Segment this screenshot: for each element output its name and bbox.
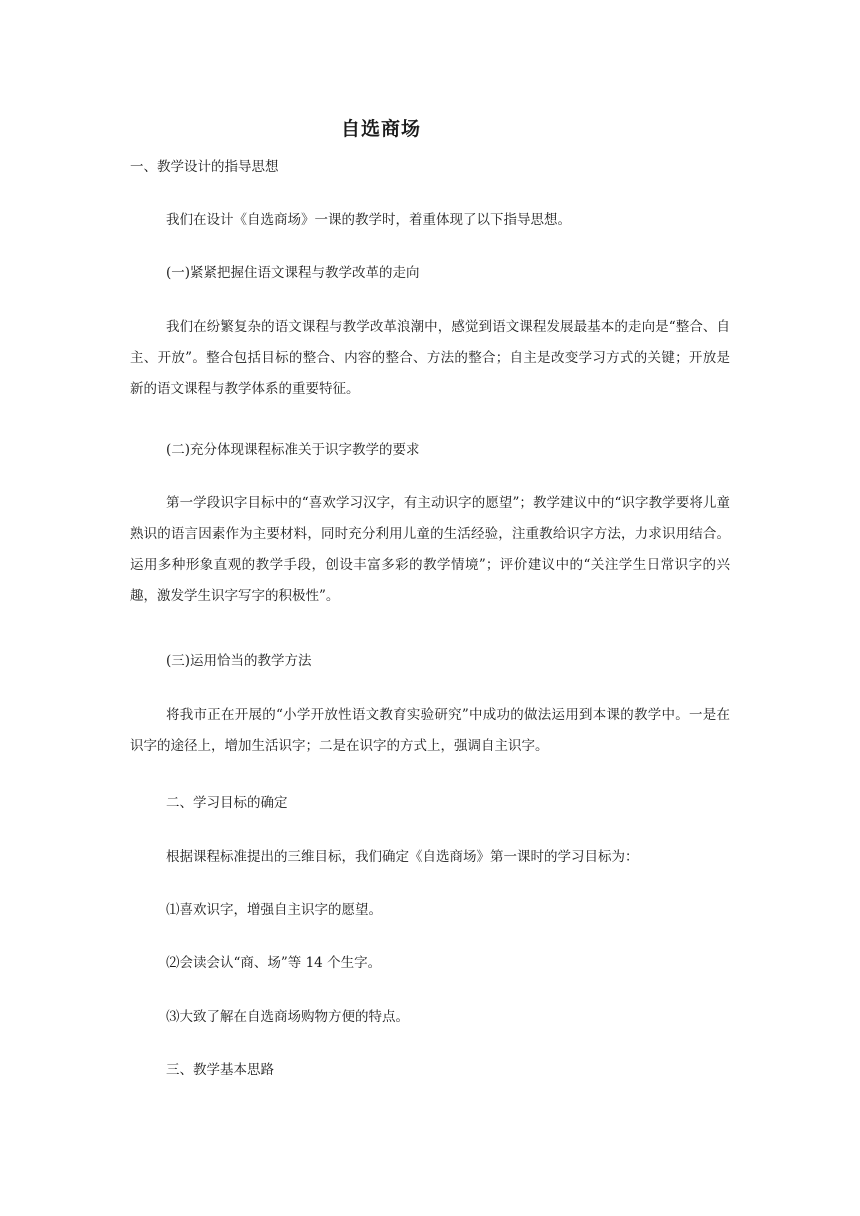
section-heading-2: 二、学习目标的确定 — [166, 795, 288, 811]
point-1-title: (一)紧紧把握住语文课程与教学改革的走向 — [166, 265, 420, 281]
goal-item-1: ⑴喜欢识字，增强自主识字的愿望。 — [166, 902, 382, 918]
point-1-body: 我们在纷繁复杂的语文课程与教学改革浪潮中，感觉到语文课程发展最基本的走向是“整合、自主、开放”。整合包括目标的整合、内容的整合、方法的整合；自主是改变学习方式的关键；开放是新的语文课程与教学体系的重要特征。 — [130, 319, 730, 397]
point-2-body: 第一学段识字目标中的“喜欢学习汉字，有主动识字的愿望”；教学建议中的“识字教学要将儿童熟识的语言因素作为主要材料，同时充分利用儿童的生活经验，注重教给识字方法，力求识用结合。运用多种形象直观的教学手段，创设丰富多彩的教学情境”；评价建议中的“关注学生日常识字的兴趣，激发学生识字写字的积极性”。 — [130, 495, 730, 604]
goals-intro: 根据课程标准提出的三维目标，我们确定《自选商场》第一课时的学习目标为： — [166, 849, 639, 865]
document-title: 自选商场 — [340, 118, 421, 140]
goal-item-2: ⑵会读会认“商、场”等 14 个生字。 — [166, 955, 382, 971]
section-heading-3: 三、教学基本思路 — [166, 1062, 274, 1078]
section-heading-1: 一、教学设计的指导思想 — [130, 159, 279, 175]
point-3-body: 将我市正在开展的“小学开放性语文教育实验研究”中成功的做法运用到本课的教学中。一是在识字的途径上，增加生活识字；二是在识字的方式上，强调自主识字。 — [130, 707, 730, 754]
point-2-title: (二)充分体现课程标准关于识字教学的要求 — [166, 442, 420, 458]
point-3-title: (三)运用恰当的教学方法 — [166, 653, 312, 669]
goal-item-3: ⑶大致了解在自选商场购物方便的特点。 — [166, 1009, 409, 1025]
intro-paragraph: 我们在设计《自选商场》一课的教学时，着重体现了以下指导思想。 — [166, 212, 571, 228]
